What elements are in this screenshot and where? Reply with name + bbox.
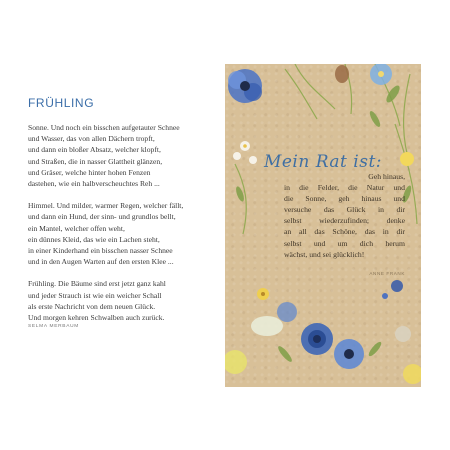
quote-body [284,171,405,260]
quote-line: versuche das Glück in dir [284,205,405,215]
poem-body [28,122,218,334]
poem-line: Frühling. Die Bäume sind erst jetzt ganz kahl [28,279,166,289]
poem-line: und Gräser, welche hinter hohen Fenzen [28,167,151,177]
poem-line: und Straßen, die in nasser Glattheit glänzen, [28,156,163,166]
poem-line: und in den Augen Warten auf den ersten Klee ... [28,257,174,267]
quote-line: an all das Schöne, das in dir [284,227,405,237]
poem-title: FRÜHLING [28,96,95,110]
quote-line: selbst und um dich herum [284,238,405,248]
poem-stanza-3 [28,278,218,323]
poem-line: und dann ein bloßer Absatz, welcher klopft, [28,145,161,155]
blue-flower-icon [228,69,262,103]
quote-line: wächst, und sei glücklich! [284,249,365,259]
poem-line: als erste Nachricht von dem neuen Glück. [28,301,156,311]
poem-author: SELMA MERBAUM [28,324,79,329]
right-page [225,64,421,387]
poem-stanza-2 [28,200,218,267]
poem-stanza-1 [28,122,218,189]
poem-line: und dann ein Hund, der sinn- und grundlos bellt, [28,212,176,222]
poem-line: Sonne. Und noch ein bisschen aufgetauter Schnee [28,123,180,132]
quote-line: die Sonne, geh hinaus und [284,194,405,204]
poem-line: Himmel. Und milder, warmer Regen, welcher fällt, [28,201,184,211]
poem-line: dastehen, wie ein halbverscheuchtes Reh ... [28,179,160,189]
poem-line: ein dünnes Kleid, das wie ein Lachen steht, [28,234,160,244]
poem-line: und Wasser, das von allen Dächern tropft, [28,134,155,144]
poem-line: Und morgen kehren Schwalben auch zurück. [28,313,165,323]
poem-line: und jeder Strauch ist wie ein weicher Schall [28,290,162,300]
quote-line: Geh hinaus, [368,172,405,181]
quote-title: Mein Rat ist: [263,152,383,172]
quote-author: ANNE FRANK [369,271,405,276]
poem-line: in einer Kinderhand ein bisschen nasser Schnee [28,246,173,256]
cornflower-icon [301,323,333,355]
poem-line: ein Mantel, welcher offen weht, [28,223,125,233]
quote-line: in die Felder, die Natur und [284,183,405,193]
quote-line: selbst wiederzufinden; denke [284,216,405,226]
